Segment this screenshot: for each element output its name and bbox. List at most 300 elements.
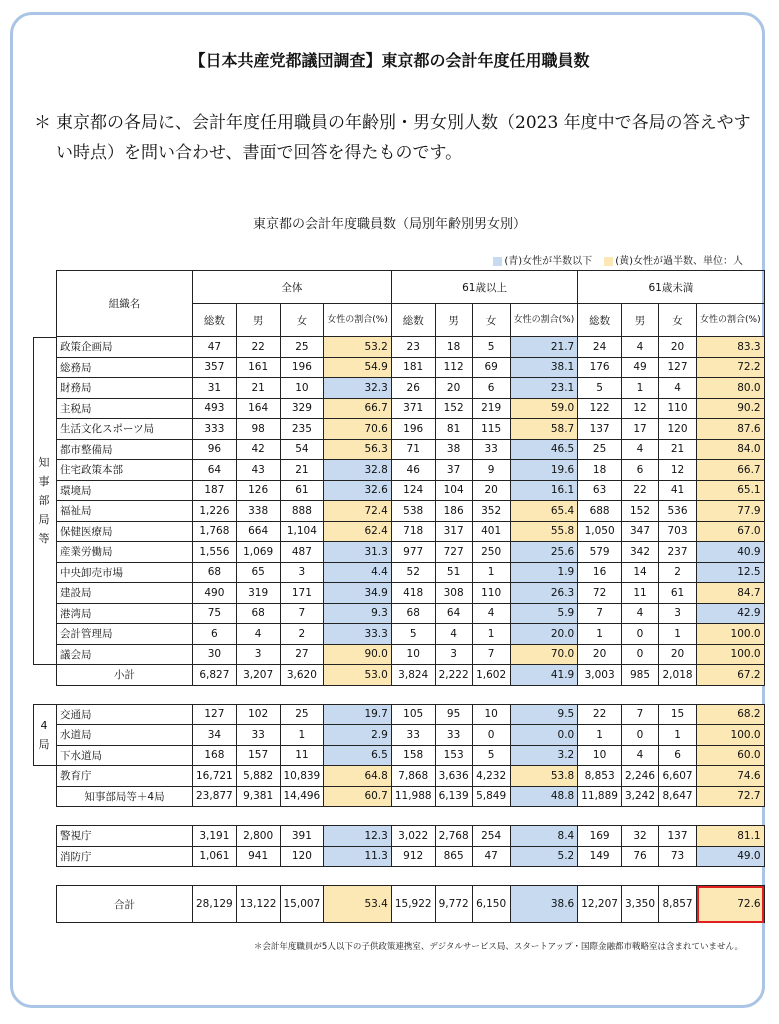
ratio-cell: 2.9 (324, 725, 392, 746)
ratio-cell: 26.3 (510, 583, 578, 604)
side-label-char: 局 (38, 737, 50, 751)
table-row (57, 419, 765, 440)
count-cell: 110 (472, 583, 510, 604)
ratio-cell: 74.6 (697, 766, 765, 787)
count-cell: 25 (280, 704, 324, 725)
ratio-cell: 66.7 (324, 398, 392, 419)
count-cell: 1 (578, 725, 622, 746)
spacer-cell (57, 867, 765, 886)
count-cell: 20 (659, 644, 697, 665)
ratio-cell: 56.3 (324, 439, 392, 460)
count-cell: 3 (236, 644, 280, 665)
table-row (57, 439, 765, 460)
count-cell: 81 (435, 419, 472, 440)
legend-yellow-label: (黄)女性が過半数、単位：人 (615, 256, 743, 267)
table-row (57, 766, 765, 787)
count-cell: 68 (193, 562, 237, 583)
ratio-cell: 72.2 (697, 357, 765, 378)
table-row (57, 460, 765, 481)
count-cell: 2,800 (236, 826, 280, 847)
count-cell: 20 (578, 644, 622, 665)
count-cell: 20 (435, 378, 472, 399)
ratio-cell: 19.6 (510, 460, 578, 481)
legend-blue-label: (青)女性が半数以下 (504, 256, 593, 267)
count-cell: 3,636 (435, 766, 472, 787)
side-label-char: 事 (38, 475, 50, 488)
ratio-cell: 25.6 (510, 542, 578, 563)
count-cell: 47 (193, 337, 237, 358)
row-name: 主税局 (57, 398, 193, 419)
side-label-char: 局 (38, 513, 50, 526)
count-cell: 319 (236, 583, 280, 604)
count-cell: 3 (659, 603, 697, 624)
row-name: 環境局 (57, 480, 193, 501)
count-cell: 3,207 (236, 665, 280, 686)
count-cell: 338 (236, 501, 280, 522)
count-cell: 1,069 (236, 542, 280, 563)
count-cell: 75 (193, 603, 237, 624)
count-cell: 7 (621, 704, 658, 725)
ratio-cell: 87.6 (697, 419, 765, 440)
count-cell: 16,721 (193, 766, 237, 787)
count-cell: 10 (472, 704, 510, 725)
ratio-cell: 40.9 (697, 542, 765, 563)
count-cell: 688 (578, 501, 622, 522)
header-col: 女性の割合(%) (324, 304, 392, 337)
count-cell: 5,882 (236, 766, 280, 787)
ratio-cell: 100.0 (697, 644, 765, 665)
count-cell: 664 (236, 521, 280, 542)
ratio-cell: 68.2 (697, 704, 765, 725)
side-label-chiji (33, 453, 55, 548)
row-name: 交通局 (57, 704, 193, 725)
count-cell: 51 (435, 562, 472, 583)
ratio-cell: 66.7 (697, 460, 765, 481)
ratio-cell: 49.0 (697, 846, 765, 867)
table-subtitle: 東京都の会計年度職員数（局別年齢別男女別） (252, 217, 526, 232)
count-cell: 17 (621, 419, 658, 440)
count-cell: 10 (391, 644, 435, 665)
row-name: 福祉局 (57, 501, 193, 522)
count-cell: 865 (435, 846, 472, 867)
count-cell: 9 (472, 460, 510, 481)
table-row (57, 398, 765, 419)
count-cell: 371 (391, 398, 435, 419)
count-cell: 329 (280, 398, 324, 419)
count-cell: 2,222 (435, 665, 472, 686)
count-cell: 32 (621, 826, 658, 847)
count-cell: 1 (578, 624, 622, 645)
count-cell: 52 (391, 562, 435, 583)
count-cell: 7 (472, 644, 510, 665)
count-cell: 11,988 (391, 786, 435, 807)
count-cell: 8,857 (659, 886, 697, 923)
table-row (57, 665, 765, 686)
row-name: 都市整備局 (57, 439, 193, 460)
count-cell: 68 (391, 603, 435, 624)
ratio-cell: 53.8 (510, 766, 578, 787)
legend (493, 252, 743, 267)
count-cell: 23 (391, 337, 435, 358)
count-cell: 4 (621, 337, 658, 358)
table-row (57, 704, 765, 725)
count-cell: 5,849 (472, 786, 510, 807)
header-col: 男 (236, 304, 280, 337)
count-cell: 12 (621, 398, 658, 419)
ratio-cell: 90.2 (697, 398, 765, 419)
count-cell: 171 (280, 583, 324, 604)
count-cell: 0 (621, 624, 658, 645)
count-cell: 96 (193, 439, 237, 460)
ratio-cell: 67.0 (697, 521, 765, 542)
header-group-61-over: 61歳以上 (391, 271, 577, 304)
ratio-cell: 8.4 (510, 826, 578, 847)
count-cell: 418 (391, 583, 435, 604)
ratio-cell: 12.5 (697, 562, 765, 583)
count-cell: 64 (193, 460, 237, 481)
count-cell: 4 (659, 378, 697, 399)
count-cell: 3,350 (621, 886, 658, 923)
count-cell: 186 (435, 501, 472, 522)
row-name: 警視庁 (57, 826, 193, 847)
count-cell: 122 (578, 398, 622, 419)
table-row (57, 521, 765, 542)
count-cell: 4 (236, 624, 280, 645)
ratio-cell: 38.6 (510, 886, 578, 923)
count-cell: 4,232 (472, 766, 510, 787)
side-label-char: 等 (38, 532, 50, 545)
spacer-row (57, 685, 765, 704)
ratio-cell: 100.0 (697, 624, 765, 645)
ratio-cell: 31.3 (324, 542, 392, 563)
ratio-cell: 19.7 (324, 704, 392, 725)
header-col: 女 (659, 304, 697, 337)
row-name: 生活文化スポーツ局 (57, 419, 193, 440)
header-col: 男 (621, 304, 658, 337)
ratio-cell: 53.0 (324, 665, 392, 686)
count-cell: 120 (280, 846, 324, 867)
count-cell: 152 (435, 398, 472, 419)
count-cell: 110 (659, 398, 697, 419)
count-cell: 49 (621, 357, 658, 378)
table-row (57, 624, 765, 645)
count-cell: 11 (280, 745, 324, 766)
legend-yellow (604, 252, 743, 267)
count-cell: 333 (193, 419, 237, 440)
count-cell: 64 (435, 603, 472, 624)
count-cell: 41 (659, 480, 697, 501)
count-cell: 33 (391, 725, 435, 746)
ratio-cell: 33.3 (324, 624, 392, 645)
count-cell: 490 (193, 583, 237, 604)
intro-paragraph (34, 108, 754, 168)
count-cell: 2 (280, 624, 324, 645)
count-cell: 3 (280, 562, 324, 583)
count-cell: 20 (659, 337, 697, 358)
table-row (57, 542, 765, 563)
staff-table (56, 270, 765, 923)
row-name: 住宅政策本部 (57, 460, 193, 481)
side-label-char: 部 (38, 494, 50, 507)
count-cell: 2,246 (621, 766, 658, 787)
count-cell: 112 (435, 357, 472, 378)
count-cell: 137 (578, 419, 622, 440)
count-cell: 4 (621, 439, 658, 460)
count-cell: 23,877 (193, 786, 237, 807)
count-cell: 152 (621, 501, 658, 522)
count-cell: 5 (472, 337, 510, 358)
count-cell: 33 (472, 439, 510, 460)
table-row (57, 826, 765, 847)
count-cell: 22 (578, 704, 622, 725)
ratio-cell: 32.8 (324, 460, 392, 481)
count-cell: 8,853 (578, 766, 622, 787)
count-cell: 3,620 (280, 665, 324, 686)
count-cell: 6,827 (193, 665, 237, 686)
row-name: 保健医療局 (57, 521, 193, 542)
ratio-cell: 21.7 (510, 337, 578, 358)
count-cell: 15 (659, 704, 697, 725)
count-cell: 68 (236, 603, 280, 624)
ratio-cell: 60.7 (324, 786, 392, 807)
table-row (57, 583, 765, 604)
ratio-cell: 48.8 (510, 786, 578, 807)
header-col: 男 (435, 304, 472, 337)
ratio-cell: 41.9 (510, 665, 578, 686)
header-col: 総数 (578, 304, 622, 337)
count-cell: 1 (472, 624, 510, 645)
ratio-cell: 83.3 (697, 337, 765, 358)
ratio-cell: 70.6 (324, 419, 392, 440)
table-row (57, 644, 765, 665)
count-cell: 27 (280, 644, 324, 665)
count-cell: 1,556 (193, 542, 237, 563)
count-cell: 6 (472, 378, 510, 399)
count-cell: 10 (578, 745, 622, 766)
count-cell: 15,922 (391, 886, 435, 923)
ratio-cell: 32.3 (324, 378, 392, 399)
ratio-cell: 1.9 (510, 562, 578, 583)
count-cell: 308 (435, 583, 472, 604)
table-row (57, 745, 765, 766)
count-cell: 5 (391, 624, 435, 645)
count-cell: 76 (621, 846, 658, 867)
row-name: 産業労働局 (57, 542, 193, 563)
ratio-cell: 12.3 (324, 826, 392, 847)
ratio-cell: 65.4 (510, 501, 578, 522)
count-cell: 169 (578, 826, 622, 847)
ratio-cell: 16.1 (510, 480, 578, 501)
header-group-61-under: 61歳未満 (578, 271, 764, 304)
spacer-cell (57, 807, 765, 826)
ratio-cell: 84.0 (697, 439, 765, 460)
count-cell: 237 (659, 542, 697, 563)
count-cell: 69 (472, 357, 510, 378)
count-cell: 235 (280, 419, 324, 440)
ratio-cell: 72.4 (324, 501, 392, 522)
count-cell: 47 (472, 846, 510, 867)
count-cell: 63 (578, 480, 622, 501)
ratio-cell: 70.0 (510, 644, 578, 665)
count-cell: 357 (193, 357, 237, 378)
count-cell: 127 (193, 704, 237, 725)
count-cell: 0 (621, 644, 658, 665)
count-cell: 6,139 (435, 786, 472, 807)
count-cell: 12,207 (578, 886, 622, 923)
header-col: 女 (472, 304, 510, 337)
intro-text: 東京都の各局に、会計年度任用職員の年齢別・男女別人数（2023 年度中で各局の答えやすい時点）を問い合わせ、書面で回答を得たものです。 (56, 113, 751, 163)
ratio-cell: 3.2 (510, 745, 578, 766)
count-cell: 105 (391, 704, 435, 725)
count-cell: 6 (621, 460, 658, 481)
intro-mark: ＊ (34, 113, 51, 133)
count-cell: 1,602 (472, 665, 510, 686)
ratio-cell: 53.2 (324, 337, 392, 358)
count-cell: 3,242 (621, 786, 658, 807)
count-cell: 120 (659, 419, 697, 440)
count-cell: 26 (391, 378, 435, 399)
count-cell: 3,824 (391, 665, 435, 686)
ratio-cell: 46.5 (510, 439, 578, 460)
count-cell: 1,768 (193, 521, 237, 542)
count-cell: 34 (193, 725, 237, 746)
ratio-cell: 84.7 (697, 583, 765, 604)
ratio-cell: 77.9 (697, 501, 765, 522)
row-name: 中央卸売市場 (57, 562, 193, 583)
count-cell: 126 (236, 480, 280, 501)
count-cell: 196 (391, 419, 435, 440)
header-org: 組織名 (57, 271, 193, 337)
count-cell: 73 (659, 846, 697, 867)
count-cell: 10 (280, 378, 324, 399)
row-name: 港湾局 (57, 603, 193, 624)
count-cell: 2,768 (435, 826, 472, 847)
spacer-row (57, 867, 765, 886)
count-cell: 37 (435, 460, 472, 481)
count-cell: 181 (391, 357, 435, 378)
count-cell: 102 (236, 704, 280, 725)
header-col: 総数 (193, 304, 237, 337)
count-cell: 7,868 (391, 766, 435, 787)
count-cell: 22 (621, 480, 658, 501)
count-cell: 6 (193, 624, 237, 645)
ratio-cell: 67.2 (697, 665, 765, 686)
count-cell: 250 (472, 542, 510, 563)
ratio-cell: 90.0 (324, 644, 392, 665)
row-name: 総務局 (57, 357, 193, 378)
ratio-cell: 34.9 (324, 583, 392, 604)
count-cell: 703 (659, 521, 697, 542)
count-cell: 28,129 (193, 886, 237, 923)
page-title: 【日本共産党都議団調査】東京都の会計年度任用職員数 (189, 51, 590, 70)
ratio-cell: 42.9 (697, 603, 765, 624)
count-cell: 254 (472, 826, 510, 847)
table-row (57, 786, 765, 807)
header-group-all: 全体 (193, 271, 392, 304)
table-row (57, 846, 765, 867)
count-cell: 153 (435, 745, 472, 766)
count-cell: 3 (435, 644, 472, 665)
side-label-4kyoku (33, 716, 55, 754)
count-cell: 10,839 (280, 766, 324, 787)
count-cell: 317 (435, 521, 472, 542)
row-name: 消防庁 (57, 846, 193, 867)
row-name: 水道局 (57, 725, 193, 746)
count-cell: 14,496 (280, 786, 324, 807)
count-cell: 33 (236, 725, 280, 746)
table-row (57, 886, 765, 923)
count-cell: 8,647 (659, 786, 697, 807)
side-label-char: 知 (38, 456, 50, 469)
count-cell: 16 (578, 562, 622, 583)
count-cell: 9,381 (236, 786, 280, 807)
count-cell: 196 (280, 357, 324, 378)
count-cell: 3,022 (391, 826, 435, 847)
ratio-cell: 0.0 (510, 725, 578, 746)
table-row (57, 562, 765, 583)
ratio-cell: 65.1 (697, 480, 765, 501)
count-cell: 4 (621, 603, 658, 624)
count-cell: 25 (280, 337, 324, 358)
count-cell: 54 (280, 439, 324, 460)
ratio-cell: 53.4 (324, 886, 392, 923)
legend-yellow-swatch (604, 257, 613, 266)
count-cell: 2 (659, 562, 697, 583)
header-col: 女性の割合(%) (510, 304, 578, 337)
count-cell: 977 (391, 542, 435, 563)
count-cell: 718 (391, 521, 435, 542)
table-row (57, 378, 765, 399)
count-cell: 157 (236, 745, 280, 766)
count-cell: 3,003 (578, 665, 622, 686)
count-cell: 18 (578, 460, 622, 481)
count-cell: 6 (659, 745, 697, 766)
row-name: 建設局 (57, 583, 193, 604)
count-cell: 401 (472, 521, 510, 542)
count-cell: 115 (472, 419, 510, 440)
count-cell: 12 (659, 460, 697, 481)
count-cell: 71 (391, 439, 435, 460)
count-cell: 1,104 (280, 521, 324, 542)
count-cell: 127 (659, 357, 697, 378)
count-cell: 493 (193, 398, 237, 419)
header-col: 女性の割合(%) (697, 304, 765, 337)
count-cell: 25 (578, 439, 622, 460)
count-cell: 1 (280, 725, 324, 746)
count-cell: 15,007 (280, 886, 324, 923)
legend-blue-swatch (493, 257, 502, 266)
count-cell: 7 (578, 603, 622, 624)
count-cell: 104 (435, 480, 472, 501)
count-cell: 61 (659, 583, 697, 604)
header-col: 総数 (391, 304, 435, 337)
count-cell: 1 (659, 624, 697, 645)
count-cell: 347 (621, 521, 658, 542)
count-cell: 985 (621, 665, 658, 686)
count-cell: 158 (391, 745, 435, 766)
ratio-cell: 9.3 (324, 603, 392, 624)
ratio-cell: 60.0 (697, 745, 765, 766)
row-name: 議会局 (57, 644, 193, 665)
count-cell: 0 (472, 725, 510, 746)
table-row (57, 501, 765, 522)
table-row (57, 725, 765, 746)
table-row (57, 337, 765, 358)
count-cell: 38 (435, 439, 472, 460)
count-cell: 391 (280, 826, 324, 847)
count-cell: 5 (472, 745, 510, 766)
count-cell: 14 (621, 562, 658, 583)
